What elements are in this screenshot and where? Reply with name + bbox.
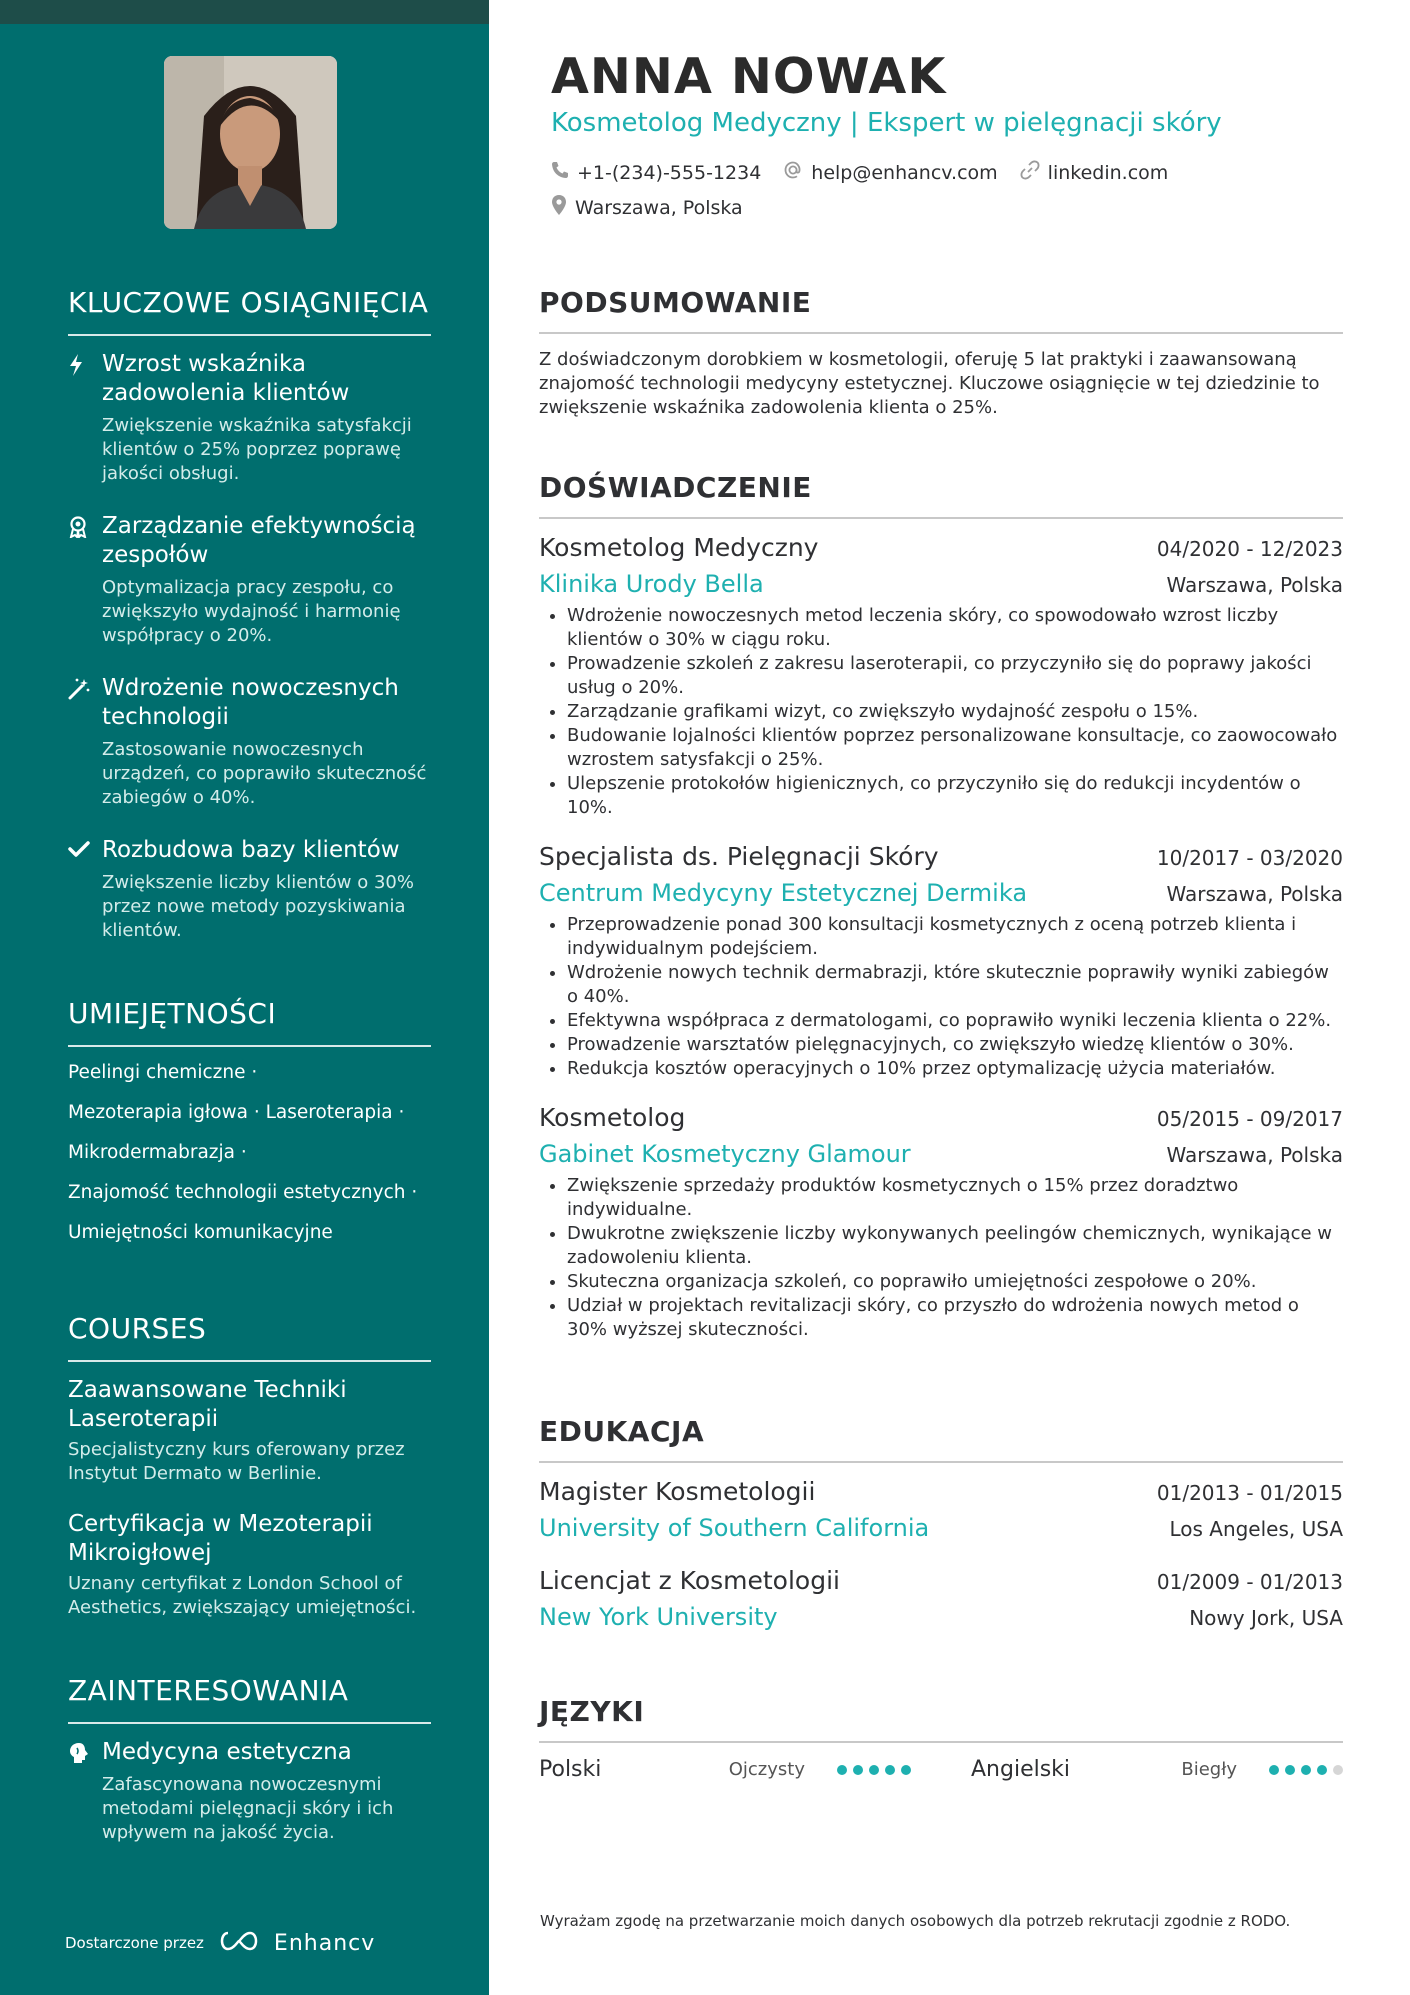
gdpr-consent: Wyrażam zgodę na przetwarzanie moich danych osobowych dla potrzeb rekrutacji zgodnie z RODO. bbox=[540, 1912, 1291, 1930]
job-bullet: • Skuteczna organizacja szkoleń, co poprawiło umiejętności zespołowe o 20%. bbox=[567, 1270, 1343, 1294]
job-bullet: • Efektywna współpraca z dermatologami, co poprawiło wyniki leczenia klienta o 22%. bbox=[567, 1009, 1343, 1033]
profile-photo bbox=[164, 56, 337, 229]
at-icon bbox=[783, 160, 803, 185]
courses-section bbox=[68, 1312, 431, 1644]
job-title: Kosmetolog bbox=[539, 1103, 686, 1132]
job-location: Warszawa, Polska bbox=[1166, 573, 1343, 597]
email-contact[interactable] bbox=[783, 160, 997, 185]
enhancv-logo-icon bbox=[216, 1929, 262, 1957]
company-name: Klinika Urody Bella bbox=[539, 570, 764, 598]
course-desc: Specjalistyczny kurs oferowany przez Instytut Dermato w Berlinie. bbox=[68, 1439, 405, 1484]
language-level: Biegły bbox=[1181, 1759, 1237, 1780]
sidebar bbox=[0, 0, 489, 1995]
powered-by-label: Dostarczone przez bbox=[65, 1934, 204, 1952]
check-icon bbox=[68, 836, 88, 943]
sidebar-top-bar bbox=[0, 0, 489, 24]
course-desc: Uznany certyfikat z London School of Aesthetics, zwiększający umiejętności. bbox=[68, 1573, 417, 1618]
job-bullet: • Wdrożenie nowych technik dermabrazji, które skutecznie poprawiły wyniki zabiegów o 40%. bbox=[567, 961, 1343, 1009]
location-contact bbox=[551, 195, 743, 220]
award-icon bbox=[68, 512, 88, 648]
rating-dot bbox=[1301, 1765, 1311, 1775]
brain-icon bbox=[68, 1738, 88, 1845]
interests-title: ZAINTERESOWANIA bbox=[68, 1674, 431, 1724]
job-bullet: • Redukcja kosztów operacyjnych o 10% przez optymalizację użycia materiałów. bbox=[567, 1057, 1343, 1081]
candidate-name: ANNA NOWAK bbox=[551, 48, 947, 105]
course-title: Certyfikacja w Mezoterapii Mikroigłowej bbox=[68, 1511, 373, 1566]
phone-icon bbox=[551, 161, 569, 184]
language-rating bbox=[837, 1765, 911, 1775]
experience-title: DOŚWIADCZENIE bbox=[539, 471, 1343, 519]
job-bullet: • Przeprowadzenie ponad 300 konsultacji kosmetycznych z oceną potrzeb klienta i indywidualnym podejściem. bbox=[567, 913, 1343, 961]
education-dates: 01/2009 - 01/2013 bbox=[1156, 1570, 1343, 1594]
achievement-desc: Zwiększenie liczby klientów o 30% przez nowe metody pozyskiwania klientów. bbox=[102, 872, 414, 941]
achievement-item bbox=[68, 350, 431, 486]
job-dates: 10/2017 - 03/2020 bbox=[1156, 846, 1343, 870]
skill-line: Mikrodermabrazja · bbox=[68, 1142, 247, 1163]
skills-title: UMIEJĘTNOŚCI bbox=[68, 997, 431, 1047]
rating-dot bbox=[1333, 1765, 1343, 1775]
job-bullet: • Wdrożenie nowoczesnych metod leczenia skóry, co spowodowało wzrost liczby klientów o 30% w ciągu roku. bbox=[567, 604, 1343, 652]
education-dates: 01/2013 - 01/2015 bbox=[1156, 1481, 1343, 1505]
achievement-item bbox=[68, 512, 431, 648]
job-title: Kosmetolog Medyczny bbox=[539, 533, 819, 562]
candidate-headline: Kosmetolog Medyczny | Ekspert w pielęgnacji skóry bbox=[551, 108, 1222, 138]
course-item bbox=[68, 1510, 431, 1620]
job-bullet: • Dwukrotne zwiększenie liczby wykonywanych peelingów chemicznych, wynikające w zadowoleniu klienta. bbox=[567, 1222, 1343, 1270]
phone-contact[interactable] bbox=[551, 161, 761, 184]
degree: Magister Kosmetologii bbox=[539, 1477, 816, 1506]
language-name: Angielski bbox=[971, 1757, 1071, 1782]
job-bullet: • Prowadzenie warsztatów pielęgnacyjnych, co zwiększyło wiedzę klientów o 30%. bbox=[567, 1033, 1343, 1057]
rating-dot bbox=[853, 1765, 863, 1775]
rating-dot bbox=[837, 1765, 847, 1775]
location-text: Warszawa, Polska bbox=[575, 196, 743, 219]
school-location: Nowy Jork, USA bbox=[1189, 1606, 1343, 1630]
interest-desc: Zafascynowana nowoczesnymi metodami pielęgnacji skóry i ich wpływem na jakość życia. bbox=[102, 1774, 394, 1843]
achievements-section bbox=[68, 286, 431, 969]
school-location: Los Angeles, USA bbox=[1169, 1517, 1343, 1541]
course-item bbox=[68, 1376, 431, 1486]
linkedin-text: linkedin.com bbox=[1047, 161, 1169, 184]
achievement-item bbox=[68, 674, 431, 810]
rating-dot bbox=[885, 1765, 895, 1775]
job-location: Warszawa, Polska bbox=[1166, 1143, 1343, 1167]
job-entry bbox=[539, 533, 1343, 820]
powered-by bbox=[65, 1929, 375, 1957]
achievement-desc: Zastosowanie nowoczesnych urządzeń, co poprawiło skuteczność zabiegów o 40%. bbox=[102, 739, 427, 808]
summary-text: Z doświadczonym dorobkiem w kosmetologii, oferuję 5 lat praktyki i zaawansowaną znajomość technologii medycyny estetycznej. Kluczowe osiągnięcie w tej dziedzinie to zwiększenie wskaźnika zadowolenia klienta o 25%. bbox=[539, 349, 1320, 418]
company-name: Centrum Medycyny Estetycznej Dermika bbox=[539, 879, 1028, 907]
rating-dot bbox=[901, 1765, 911, 1775]
rating-dot bbox=[1269, 1765, 1279, 1775]
job-bullets bbox=[539, 1174, 1343, 1342]
job-bullet: • Udział w projektach revitalizacji skóry, co przyszło do wdrożenia nowych metod o 30% wyższej skuteczności. bbox=[567, 1294, 1343, 1342]
rating-dot bbox=[1317, 1765, 1327, 1775]
languages-section bbox=[539, 1695, 1343, 1782]
skill-line: Znajomość technologii estetycznych · bbox=[68, 1182, 418, 1203]
bolt-icon bbox=[68, 350, 88, 486]
job-bullet: • Zarządzanie grafikami wizyt, co zwiększyło wydajność zespołu o 15%. bbox=[567, 700, 1343, 724]
job-bullet: • Zwiększenie sprzedaży produktów kosmetycznych o 15% przez doradztwo indywidualne. bbox=[567, 1174, 1343, 1222]
skill-line: Umiejętności komunikacyjne bbox=[68, 1222, 333, 1243]
achievement-item bbox=[68, 836, 431, 943]
achievement-title: Wzrost wskaźnika zadowolenia klientów bbox=[102, 351, 350, 406]
language-rating bbox=[1269, 1765, 1343, 1775]
job-title: Specjalista ds. Pielęgnacji Skóry bbox=[539, 842, 939, 871]
job-bullet: • Ulepszenie protokołów higienicznych, co przyczyniło się do redukcji incydentów o 10%. bbox=[567, 772, 1343, 820]
company-name: Gabinet Kosmetyczny Glamour bbox=[539, 1140, 911, 1168]
rating-dot bbox=[1285, 1765, 1295, 1775]
job-dates: 04/2020 - 12/2023 bbox=[1156, 537, 1343, 561]
job-dates: 05/2015 - 09/2017 bbox=[1156, 1107, 1343, 1131]
job-bullet: • Budowanie lojalności klientów poprzez personalizowane konsultacje, co zaowocowało wzrostem satysfakcji o 25%. bbox=[567, 724, 1343, 772]
skill-line: Mezoterapia igłowa · Laseroterapia · bbox=[68, 1102, 405, 1123]
location-pin-icon bbox=[551, 195, 567, 220]
rating-dot bbox=[869, 1765, 879, 1775]
magic-wand-icon bbox=[68, 674, 88, 810]
linkedin-contact[interactable] bbox=[1020, 160, 1169, 185]
interest-item bbox=[68, 1738, 431, 1845]
summary-section bbox=[539, 286, 1343, 420]
language-level: Ojczysty bbox=[728, 1759, 805, 1780]
phone-text: +1-(234)-555-1234 bbox=[577, 161, 762, 184]
experience-section bbox=[539, 471, 1343, 1364]
achievement-desc: Zwiększenie wskaźnika satysfakcji klientów o 25% poprzez poprawę jakości obsługi. bbox=[102, 415, 412, 484]
job-location: Warszawa, Polska bbox=[1166, 882, 1343, 906]
link-icon bbox=[1020, 160, 1040, 185]
school-name: University of Southern California bbox=[539, 1514, 930, 1542]
interest-title: Medycyna estetyczna bbox=[102, 1739, 352, 1765]
education-section bbox=[539, 1415, 1343, 1655]
courses-title: COURSES bbox=[68, 1312, 431, 1362]
job-entry bbox=[539, 1103, 1343, 1342]
languages-row bbox=[539, 1757, 1343, 1782]
achievement-title: Wdrożenie nowoczesnych technologii bbox=[102, 675, 399, 730]
language-name: Polski bbox=[539, 1757, 602, 1782]
course-title: Zaawansowane Techniki Laseroterapii bbox=[68, 1377, 347, 1432]
summary-title: PODSUMOWANIE bbox=[539, 286, 1343, 334]
languages-title: JĘZYKI bbox=[539, 1695, 1343, 1743]
achievement-desc: Optymalizacja pracy zespołu, co zwiększyło wydajność i harmonię współpracy o 20%. bbox=[102, 577, 401, 646]
achievement-title: Zarządzanie efektywnością zespołów bbox=[102, 513, 416, 568]
skill-line: Peelingi chemiczne · bbox=[68, 1062, 258, 1083]
job-entry bbox=[539, 842, 1343, 1081]
degree: Licencjat z Kosmetologii bbox=[539, 1566, 840, 1595]
contact-info bbox=[551, 160, 1168, 230]
skills-section bbox=[68, 997, 431, 1261]
interests-section bbox=[68, 1674, 431, 1871]
education-entry bbox=[539, 1566, 1343, 1631]
school-name: New York University bbox=[539, 1603, 778, 1631]
achievement-title: Rozbudowa bazy klientów bbox=[102, 837, 400, 863]
education-entry bbox=[539, 1477, 1343, 1542]
enhancv-brand: Enhancv bbox=[273, 1930, 376, 1956]
job-bullets bbox=[539, 604, 1343, 820]
education-title: EDUKACJA bbox=[539, 1415, 1343, 1463]
email-text: help@enhancv.com bbox=[811, 161, 998, 184]
job-bullets bbox=[539, 913, 1343, 1081]
achievements-title: KLUCZOWE OSIĄGNIĘCIA bbox=[68, 286, 431, 336]
job-bullet: • Prowadzenie szkoleń z zakresu laseroterapii, co przyczyniło się do poprawy jakości usług o 20%. bbox=[567, 652, 1343, 700]
